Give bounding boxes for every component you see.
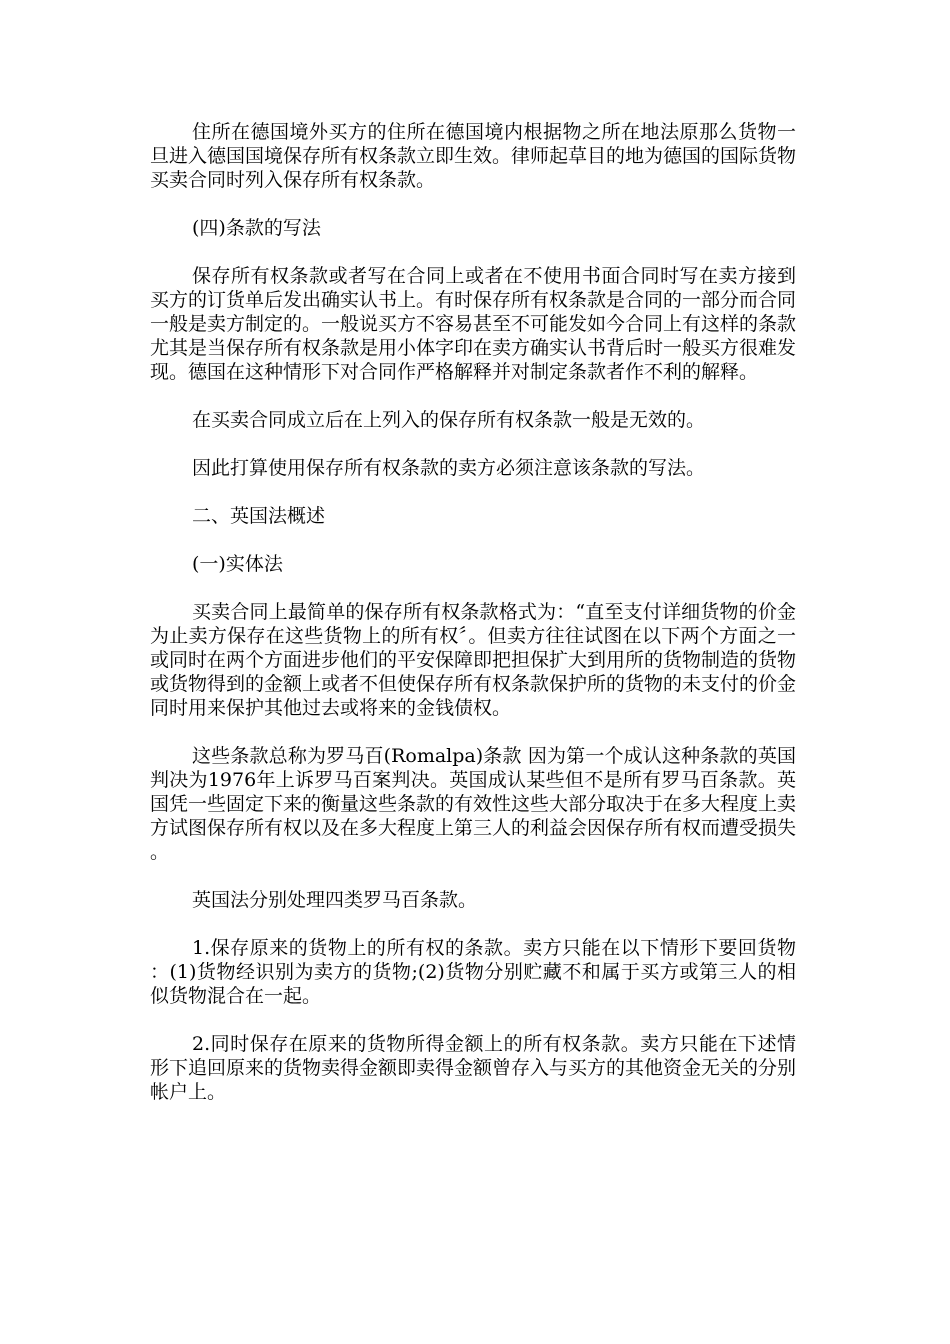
paragraph-four-types: 英国法分别处理四类罗马百条款。	[192, 889, 478, 911]
paragraph-simplest-clause: 买卖合同上最简单的保存所有权条款格式为：“直至支付详细货物的价金为止卖方保存在这些货物上的所有权〞。但卖方往往试图在以下两个方面之一或同时在两个方面进步他们的平安保障即把担保扩大到用所的货物制造的货物或货物得到的金额上或者不但使保存所有权条款保护所的货物的未支付的价金同时用来保护其他过去或将来的金钱债权。	[150, 601, 797, 719]
heading-substantive-law: (一)实体法	[192, 553, 283, 575]
paragraph-after-contract: 在买卖合同成立后在上列入的保存所有权条款一般是无效的。	[192, 409, 706, 431]
paragraph-german-territory: 住所在德国境外买方的住所在德国境内根据物之所在地法原那么货物一旦进入德国国境保存所有权条款立即生效。律师起草目的地为德国的国际货物买卖合同时列入保存所有权条款。	[150, 121, 797, 191]
heading-clause-writing: (四)条款的写法	[192, 217, 321, 239]
document-page	[150, 120, 796, 1128]
paragraph-seller-caution: 因此打算使用保存所有权条款的卖方必须注意该条款的写法。	[192, 457, 706, 479]
heading-english-law: 二、英国法概述	[192, 505, 326, 527]
paragraph-type-2: 2.同时保存在原来的货物所得金额上的所有权条款。卖方只能在下述情形下追回原来的货物卖得金额即卖得金额曾存入与买方的其他资金无关的分别帐户上。	[150, 1033, 797, 1103]
paragraph-clause-placement: 保存所有权条款或者写在合同上或者在不使用书面合同时写在卖方接到买方的订货单后发出确实认书上。有时保存所有权条款是合同的一部分而合同一般是卖方制定的。一般说买方不容易甚至不可能发如今合同上有这样的条款尤其是当保存所有权条款是用小体字印在卖方确实认书背后时一般买方很难发现。德国在这种情形下对合同作严格解释并对制定条款者作不利的解释。	[150, 265, 797, 383]
paragraph-romalpa: 这些条款总称为罗马百(Romalpa)条款 因为第一个成认这种条款的英国判决为1976年上诉罗马百案判决。英国成认某些但不是所有罗马百条款。英国凭一些固定下来的衡量这些条款的有效性这些大部分取决于在多大程度上卖方试图保存所有权以及在多大程度上第三人的利益会因保存所有权而遭受损失。	[150, 745, 797, 863]
paragraph-type-1: 1.保存原来的货物上的所有权的条款。卖方只能在以下情形下要回货物：(1)货物经识别为卖方的货物;(2)货物分别贮藏不和属于买方或第三人的相似货物混合在一起。	[150, 937, 796, 1007]
